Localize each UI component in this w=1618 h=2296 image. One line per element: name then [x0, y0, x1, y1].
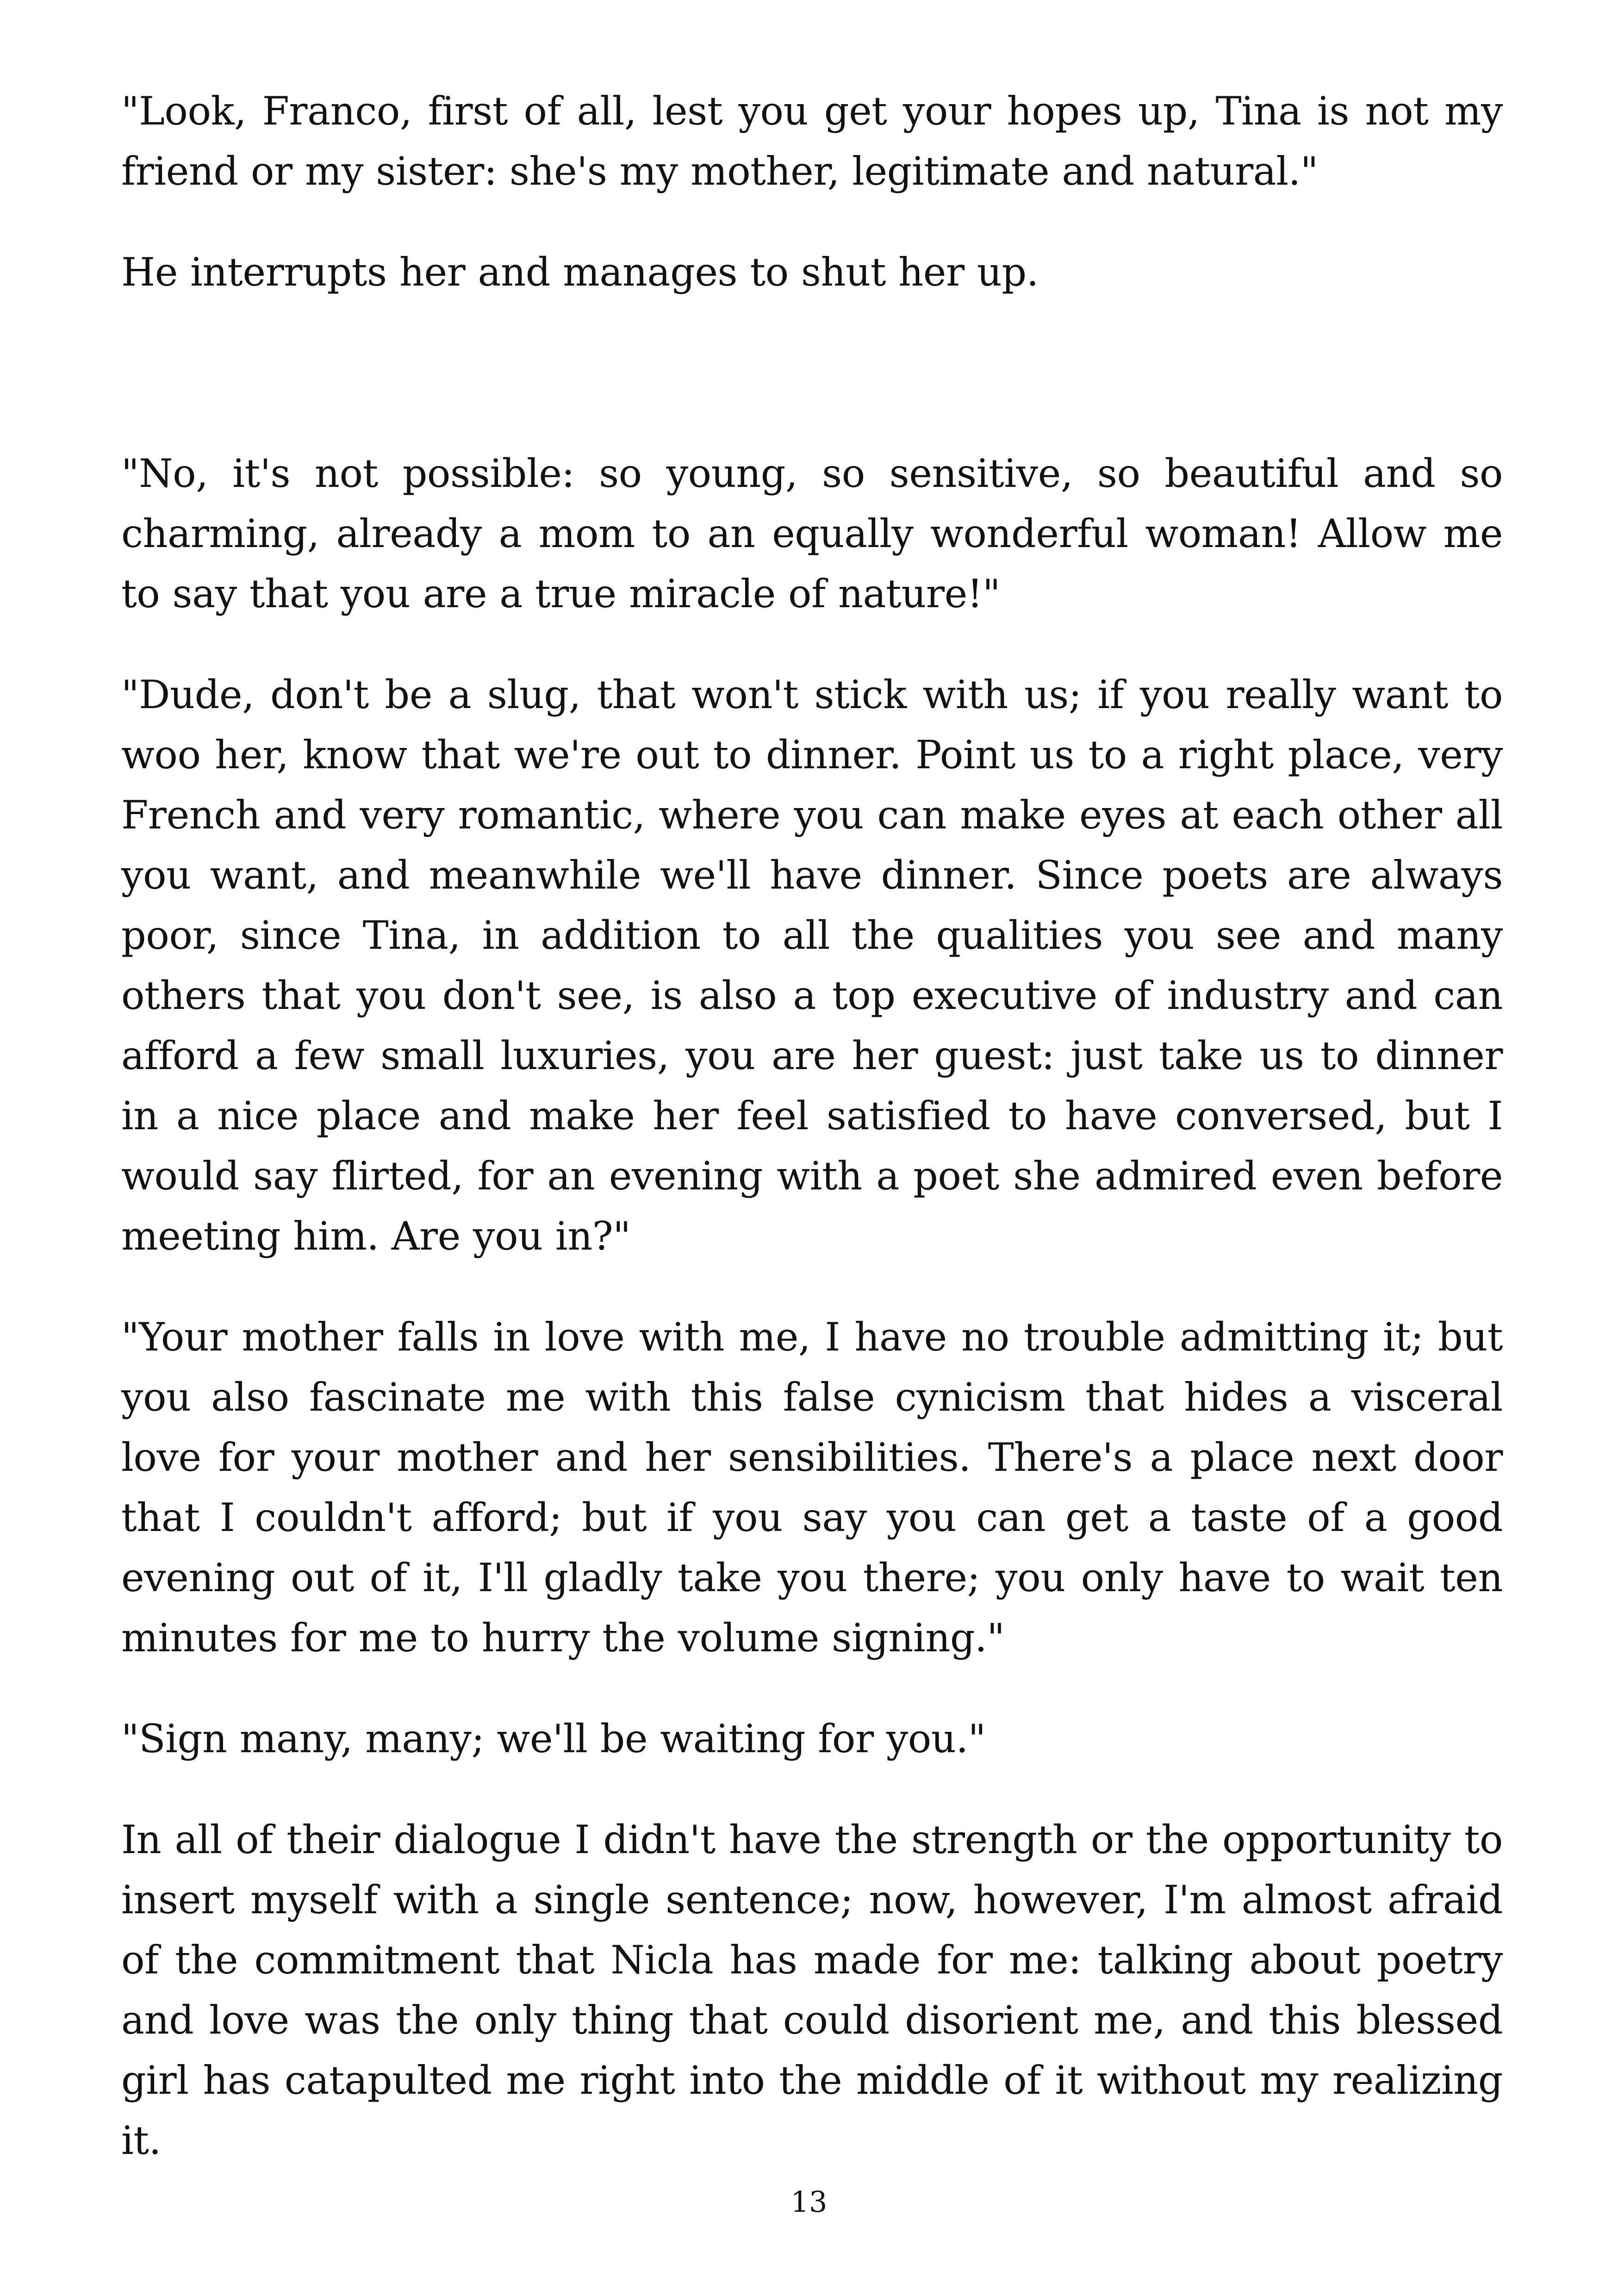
paragraph: In all of their dialogue I didn't have the strength or the opportunity to insert myself with a single sentence; now, however, I'm almost afraid of the commitment that Nicla has made for me: talking about poetry and love was the only thing that could disorient me, and this blessed girl has catapulted me right into the middle of it without my realizing it.	[121, 1817, 1503, 2163]
paragraph: "Sign many, many; we'll be waiting for you."	[121, 1716, 986, 1761]
paragraph: "Your mother falls in love with me, I have no trouble admitting it; but you also fascinate me with this false cynicism that hides a visceral love for your mother and her sensibilities. There's a place next door that I couldn't afford; but if you say you can get a taste of a good evening out of it, I'll gladly take you there; you only have to wait ten minutes for me to hurry the volume signing."	[121, 1314, 1503, 1661]
paragraph: "No, it's not possible: so young, so sensitive, so beautiful and so charming, already a mom to an equally wonderful woman! Allow me to say that you are a true miracle of nature!"	[121, 451, 1503, 616]
body-text	[121, 81, 1503, 2171]
paragraph: He interrupts her and manages to shut her up.	[121, 249, 1039, 295]
paragraph: "Dude, don't be a slug, that won't stick with us; if you really want to woo her, know that we're out to dinner. Point us to a right place, very French and very romantic, where you can make eyes at each other all you want, and meanwhile we'll have dinner. Since poets are always poor, since Tina, in addition to all the qualities you see and many others that you don't see, is also a top executive of industry and can afford a few small luxuries, you are her guest: just take us to dinner in a nice place and make her feel satisfied to have conversed, but I would say flirted, for an evening with a poet she admired even before meeting him. Are you in?"	[121, 672, 1503, 1259]
page-number: 13	[790, 2185, 828, 2219]
paragraph: "Look, Franco, first of all, lest you get your hopes up, Tina is not my friend or my sister: she's my mother, legitimate and natural."	[121, 88, 1503, 194]
